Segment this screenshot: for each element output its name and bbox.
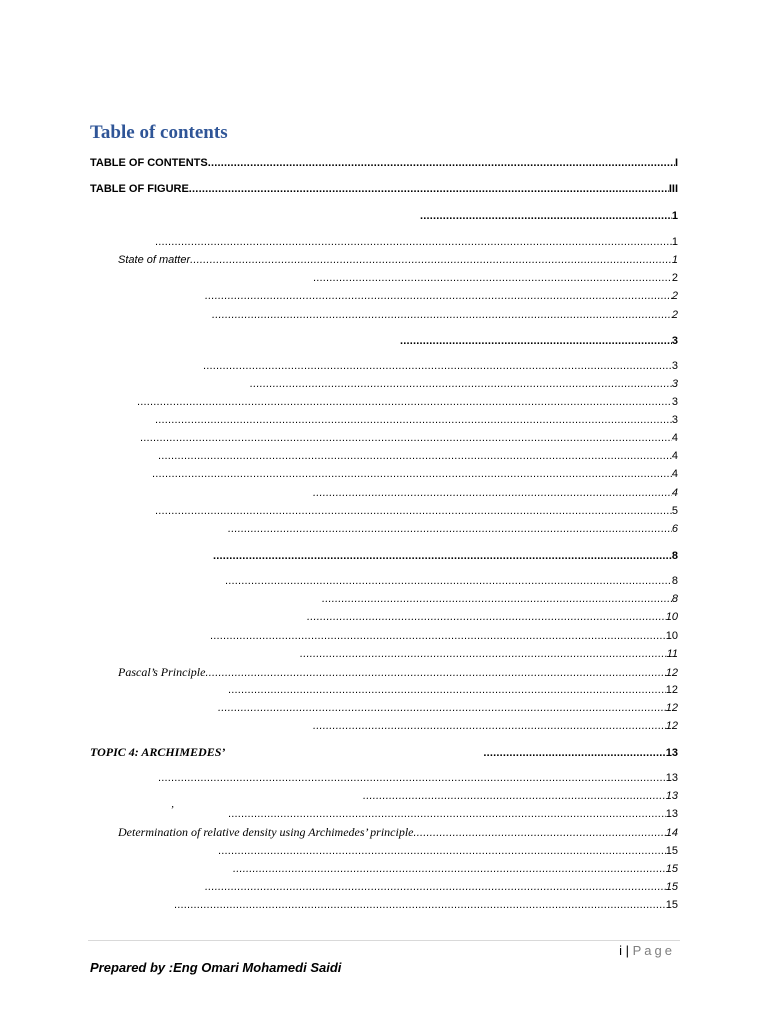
toc-entry-page: 15 [665, 863, 678, 875]
footer-divider [88, 940, 680, 941]
dot-leader [155, 502, 672, 520]
toc-entry-page: 15 [665, 845, 678, 857]
dot-leader [205, 287, 672, 305]
toc-entry[interactable] [205, 287, 678, 305]
dot-leader [189, 180, 669, 198]
toc-entry-label: TOPIC 4: ARCHIMEDES’ [90, 745, 226, 759]
toc-entry-page: 13 [665, 747, 678, 759]
prepared-by: Prepared by :Eng Omari Mohamedi Saidi [90, 960, 342, 975]
toc-entry[interactable] [118, 823, 678, 841]
dot-leader [228, 681, 666, 699]
dot-leader [322, 590, 672, 608]
toc-entry[interactable] [313, 484, 678, 502]
toc-entry-page: I [674, 157, 678, 169]
toc-entry[interactable] [228, 520, 678, 538]
toc-entry[interactable] [118, 251, 678, 269]
dot-leader [212, 306, 672, 324]
dot-leader [140, 429, 672, 447]
toc-entry-page: 6 [671, 523, 678, 535]
toc-entry[interactable] [300, 645, 678, 663]
dot-leader [225, 572, 672, 590]
toc-entry-page: 3 [671, 396, 678, 408]
toc-entry[interactable] [118, 663, 678, 681]
dot-leader [152, 465, 672, 483]
toc-entry[interactable] [228, 805, 678, 823]
toc-entry-page: 10 [665, 611, 678, 623]
toc-entry-page: 15 [665, 899, 678, 911]
toc-entry[interactable] [140, 429, 678, 447]
toc-entry[interactable] [322, 590, 678, 608]
toc-entry[interactable] [250, 375, 678, 393]
dot-leader [363, 787, 666, 805]
footer-page-number [619, 943, 675, 958]
dot-leader [210, 627, 666, 645]
toc-entry[interactable] [225, 572, 678, 590]
toc-entry[interactable] [213, 547, 678, 565]
toc-entry[interactable] [90, 180, 678, 198]
dot-leader [205, 664, 665, 681]
toc-entry-page: 14 [665, 827, 678, 839]
dot-leader [213, 547, 672, 565]
toc-heading: Table of contents [90, 122, 228, 143]
toc-entry-page: 4 [671, 487, 678, 499]
toc-entry[interactable] [307, 608, 678, 626]
dot-leader [400, 332, 672, 350]
dot-leader [155, 233, 672, 251]
toc-entry-page: 3 [671, 378, 678, 390]
toc-entry[interactable] [205, 878, 678, 896]
dot-leader [313, 269, 672, 287]
dot-leader [414, 824, 666, 841]
toc-entry[interactable] [212, 306, 678, 324]
toc-entry-page: 1 [671, 236, 678, 248]
dot-leader [205, 878, 666, 896]
toc-entry-page: 12 [665, 667, 678, 679]
toc-entry-page: 8 [671, 550, 678, 562]
dot-leader [158, 769, 666, 787]
toc-entry-page: 12 [665, 684, 678, 696]
dot-leader [190, 251, 672, 269]
stray-apostrophe: ’ [170, 804, 174, 816]
dot-leader [420, 207, 672, 225]
dot-leader [307, 608, 666, 626]
toc-entry-page: 1 [671, 210, 678, 222]
toc-entry[interactable] [363, 787, 678, 805]
toc-entry[interactable] [155, 233, 678, 251]
toc-entry[interactable] [420, 207, 678, 225]
toc-entry-page: 12 [665, 702, 678, 714]
toc-entry[interactable] [218, 842, 678, 860]
toc-entry[interactable] [313, 717, 678, 735]
toc-entry-page: 13 [665, 772, 678, 784]
dot-leader [137, 393, 672, 411]
toc-entry-page: 10 [665, 630, 678, 642]
toc-entry-page: 12 [665, 720, 678, 732]
dot-leader [174, 896, 666, 914]
toc-entry-page: 13 [665, 808, 678, 820]
toc-entry[interactable] [174, 896, 678, 914]
toc-entry[interactable] [158, 769, 678, 787]
dot-leader [155, 411, 672, 429]
toc-entry[interactable] [218, 699, 678, 717]
toc-entry[interactable] [152, 465, 678, 483]
dot-leader [300, 645, 667, 663]
toc-entry[interactable] [137, 393, 678, 411]
toc-entry-label: Pascal’s Principle [118, 665, 206, 679]
toc-entry-page: 11 [666, 648, 678, 660]
dot-leader [313, 717, 666, 735]
toc-entry-page: 8 [671, 593, 678, 605]
toc-entry-page: 2 [671, 290, 678, 302]
toc-entry-page: 3 [671, 335, 678, 347]
toc-entry-page: 3 [671, 360, 678, 372]
toc-entry[interactable] [233, 860, 678, 878]
toc-entry-page: III [668, 183, 678, 195]
toc-entry[interactable] [210, 627, 678, 645]
toc-entry-label: Determination of relative density using Archimedes’ principle [118, 825, 414, 839]
toc-entry-label: State of matter [118, 254, 191, 266]
toc-entry-page: 15 [665, 881, 678, 893]
toc-entry[interactable] [155, 502, 678, 520]
dot-leader [158, 447, 672, 465]
toc-entry[interactable] [90, 743, 678, 761]
toc-entry-page: 13 [665, 790, 678, 802]
dot-leader [218, 699, 666, 717]
toc-entry[interactable] [155, 411, 678, 429]
toc-entry-page: 4 [671, 450, 678, 462]
dot-leader [250, 375, 672, 393]
toc-entry-page: 8 [671, 575, 678, 587]
dot-leader [208, 154, 675, 172]
dot-leader [228, 805, 666, 823]
dot-leader [313, 484, 672, 502]
toc-entry-label: TABLE OF FIGURE [90, 183, 189, 195]
toc-entry[interactable] [228, 681, 678, 699]
toc-entry[interactable] [158, 447, 678, 465]
dot-leader [233, 860, 666, 878]
toc-entry-page: 1 [671, 254, 678, 266]
dot-leader [218, 842, 666, 860]
toc-entry-page: 5 [671, 505, 678, 517]
toc-entry-page: 3 [671, 414, 678, 426]
toc-entry-page: 4 [671, 468, 678, 480]
page-word: Page [632, 943, 675, 958]
page-number-separator: | [625, 943, 629, 958]
toc-entry[interactable] [313, 269, 678, 287]
dot-leader [483, 744, 665, 761]
toc-entry-page: 4 [671, 432, 678, 444]
toc-entry-page: 2 [671, 272, 678, 284]
toc-entry[interactable] [400, 332, 678, 350]
toc-entry[interactable] [203, 357, 678, 375]
page-number-value: i [619, 943, 622, 958]
toc-entry-label: TABLE OF CONTENTS [90, 157, 208, 169]
toc-entry[interactable] [90, 154, 678, 172]
dot-leader [203, 357, 672, 375]
toc-entry-page: 2 [671, 309, 678, 321]
dot-leader [228, 520, 672, 538]
